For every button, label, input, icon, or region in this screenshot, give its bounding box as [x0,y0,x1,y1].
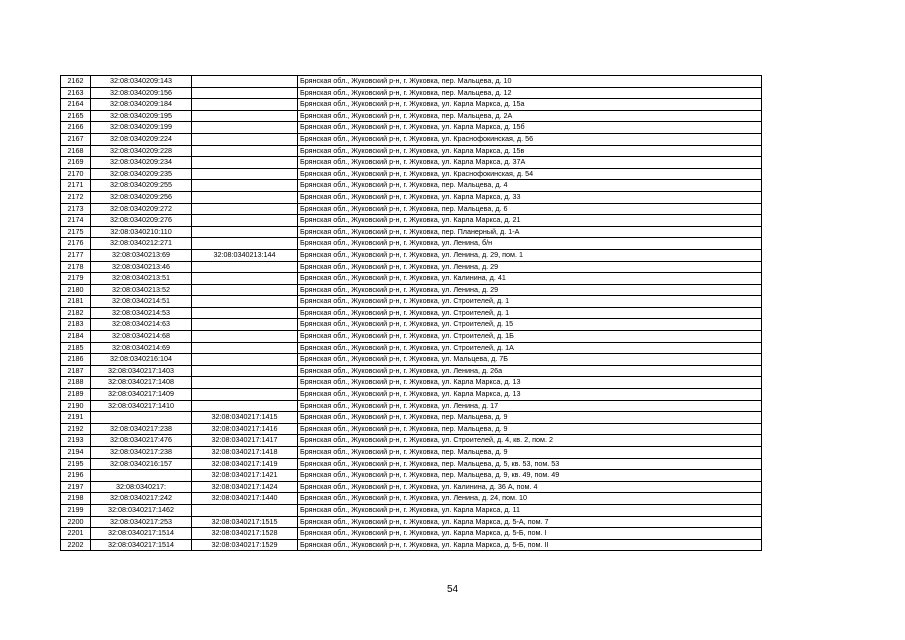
address-cell: Брянская обл., Жуковский р-н, г. Жуковка, ул. Ленина, б/н [298,238,762,250]
row-number-cell: 2171 [61,180,91,192]
building-cadastral-cell [192,261,298,273]
address-cell: Брянская обл., Жуковский р-н, г. Жуковка, ул. Карла Маркса, д. 13 [298,377,762,389]
address-cell: Брянская обл., Жуковский р-н, г. Жуковка, ул. Ленина, д. 26а [298,365,762,377]
building-cadastral-cell [192,180,298,192]
row-number-cell: 2179 [61,273,91,285]
land-cadastral-cell: 32:08:0340209:195 [91,110,192,122]
land-cadastral-cell: 32:08:0340217:242 [91,493,192,505]
row-number-cell: 2188 [61,377,91,389]
building-cadastral-cell [192,377,298,389]
table-row [61,493,762,505]
table-row [61,307,762,319]
row-number-cell: 2178 [61,261,91,273]
land-cadastral-cell [91,470,192,482]
row-number-cell: 2167 [61,133,91,145]
land-cadastral-cell: 32:08:0340217:476 [91,435,192,447]
address-cell: Брянская обл., Жуковский р-н, г. Жуковка, ул. Строителей, д. 15 [298,319,762,331]
land-cadastral-cell: 32:08:0340212:271 [91,238,192,250]
table-row [61,99,762,111]
address-cell: Брянская обл., Жуковский р-н, г. Жуковка, ул. Мальцева, д. 7Б [298,354,762,366]
address-cell: Брянская обл., Жуковский р-н, г. Жуковка, ул. Карла Маркса, д. 15в [298,145,762,157]
address-cell: Брянская обл., Жуковский р-н, г. Жуковка, ул. Строителей, д. 1А [298,342,762,354]
address-cell: Брянская обл., Жуковский р-н, г. Жуковка, ул. Ленина, д. 24, пом. 10 [298,493,762,505]
row-number-cell: 2174 [61,215,91,227]
address-cell: Брянская обл., Жуковский р-н, г. Жуковка, ул. Строителей, д. 1 [298,307,762,319]
table-row [61,481,762,493]
building-cadastral-cell: 32:08:0340217:1424 [192,481,298,493]
land-cadastral-cell: 32:08:0340209:224 [91,133,192,145]
building-cadastral-cell: 32:08:0340213:144 [192,249,298,261]
land-cadastral-cell: 32:08:0340217:1514 [91,528,192,540]
building-cadastral-cell [192,307,298,319]
building-cadastral-cell [192,238,298,250]
building-cadastral-cell [192,99,298,111]
land-cadastral-cell: 32:08:0340210:110 [91,226,192,238]
table-row [61,157,762,169]
land-cadastral-cell: 32:08:0340209:272 [91,203,192,215]
address-cell: Брянская обл., Жуковский р-н, г. Жуковка, пер. Мальцева, д. 12 [298,87,762,99]
land-cadastral-cell: 32:08:0340213:52 [91,284,192,296]
table-row [61,528,762,540]
table-row [61,296,762,308]
table-row [61,354,762,366]
address-cell: Брянская обл., Жуковский р-н, г. Жуковка, ул. Карла Маркса, д. 21 [298,215,762,227]
row-number-cell: 2200 [61,516,91,528]
row-number-cell: 2169 [61,157,91,169]
address-cell: Брянская обл., Жуковский р-н, г. Жуковка, ул. Ленина, д. 29 [298,261,762,273]
building-cadastral-cell [192,354,298,366]
row-number-cell: 2172 [61,191,91,203]
building-cadastral-cell [192,342,298,354]
address-cell: Брянская обл., Жуковский р-н, г. Жуковка, ул. Карла Маркса, д. 5-А, пом. 7 [298,516,762,528]
row-number-cell: 2202 [61,539,91,551]
address-cell: Брянская обл., Жуковский р-н, г. Жуковка, пер. Мальцева, д. 9 [298,412,762,424]
table-row [61,447,762,459]
land-cadastral-cell: 32:08:0340209:276 [91,215,192,227]
land-cadastral-cell: 32:08:0340209:199 [91,122,192,134]
table-row [61,342,762,354]
table-row [61,249,762,261]
address-cell: Брянская обл., Жуковский р-н, г. Жуковка, ул. Карла Маркса, д. 13 [298,389,762,401]
row-number-cell: 2173 [61,203,91,215]
address-cell: Брянская обл., Жуковский р-н, г. Жуковка, ул. Краснофокинская, д. 56 [298,133,762,145]
address-cell: Брянская обл., Жуковский р-н, г. Жуковка, пер. Мальцева, д. 6 [298,203,762,215]
land-cadastral-cell: 32:08:0340213:69 [91,249,192,261]
building-cadastral-cell [192,87,298,99]
row-number-cell: 2192 [61,423,91,435]
table-row [61,389,762,401]
row-number-cell: 2191 [61,412,91,424]
land-cadastral-cell: 32:08:0340217:1409 [91,389,192,401]
row-number-cell: 2195 [61,458,91,470]
building-cadastral-cell [192,191,298,203]
table-row [61,261,762,273]
row-number-cell: 2201 [61,528,91,540]
table-row [61,539,762,551]
row-number-cell: 2168 [61,145,91,157]
land-cadastral-cell: 32:08:0340216:104 [91,354,192,366]
table-row [61,377,762,389]
land-cadastral-cell: 32:08:0340209:156 [91,87,192,99]
address-cell: Брянская обл., Жуковский р-н, г. Жуковка, ул. Карла Маркса, д. 37А [298,157,762,169]
land-cadastral-cell: 32:08:0340214:69 [91,342,192,354]
building-cadastral-cell: 32:08:0340217:1416 [192,423,298,435]
building-cadastral-cell: 32:08:0340217:1528 [192,528,298,540]
row-number-cell: 2164 [61,99,91,111]
building-cadastral-cell [192,504,298,516]
table-row [61,412,762,424]
land-cadastral-cell: 32:08:0340209:235 [91,168,192,180]
land-cadastral-cell: 32:08:0340213:46 [91,261,192,273]
land-cadastral-cell: 32:08:0340209:184 [91,99,192,111]
land-cadastral-cell: 32:08:0340209:234 [91,157,192,169]
table-row [61,284,762,296]
table-row [61,191,762,203]
row-number-cell: 2183 [61,319,91,331]
land-cadastral-cell: 32:08:0340214:63 [91,319,192,331]
table-row [61,110,762,122]
table-row [61,238,762,250]
row-number-cell: 2181 [61,296,91,308]
table-row [61,516,762,528]
building-cadastral-cell [192,226,298,238]
land-cadastral-cell: 32:08:0340213:51 [91,273,192,285]
building-cadastral-cell [192,400,298,412]
land-cadastral-cell [91,412,192,424]
address-cell: Брянская обл., Жуковский р-н, г. Жуковка, ул. Карла Маркса, д. 5-Б, пом. II [298,539,762,551]
land-cadastral-cell: 32:08:0340217:1403 [91,365,192,377]
row-number-cell: 2185 [61,342,91,354]
land-cadastral-cell: 32:08:0340217:1514 [91,539,192,551]
table-row [61,423,762,435]
building-cadastral-cell [192,76,298,88]
building-cadastral-cell: 32:08:0340217:1440 [192,493,298,505]
row-number-cell: 2198 [61,493,91,505]
row-number-cell: 2196 [61,470,91,482]
table-row [61,435,762,447]
building-cadastral-cell: 32:08:0340217:1415 [192,412,298,424]
land-cadastral-cell: 32:08:0340217:1408 [91,377,192,389]
row-number-cell: 2162 [61,76,91,88]
address-cell: Брянская обл., Жуковский р-н, г. Жуковка, пер. Планерный, д. 1-А [298,226,762,238]
address-cell: Брянская обл., Жуковский р-н, г. Жуковка, ул. Строителей, д. 4, кв. 2, пом. 2 [298,435,762,447]
row-number-cell: 2189 [61,389,91,401]
address-cell: Брянская обл., Жуковский р-н, г. Жуковка, пер. Мальцева, д. 9 [298,423,762,435]
table-row [61,203,762,215]
building-cadastral-cell: 32:08:0340217:1417 [192,435,298,447]
row-number-cell: 2186 [61,354,91,366]
land-cadastral-cell: 32:08:0340217:1462 [91,504,192,516]
property-table [60,75,762,551]
building-cadastral-cell: 32:08:0340217:1515 [192,516,298,528]
row-number-cell: 2187 [61,365,91,377]
table-row [61,365,762,377]
row-number-cell: 2184 [61,331,91,343]
building-cadastral-cell [192,203,298,215]
building-cadastral-cell [192,296,298,308]
table-row [61,504,762,516]
row-number-cell: 2163 [61,87,91,99]
row-number-cell: 2194 [61,447,91,459]
land-cadastral-cell: 32:08:0340209:143 [91,76,192,88]
row-number-cell: 2180 [61,284,91,296]
row-number-cell: 2193 [61,435,91,447]
table-row [61,76,762,88]
table-row [61,458,762,470]
row-number-cell: 2175 [61,226,91,238]
address-cell: Брянская обл., Жуковский р-н, г. Жуковка, ул. Карла Маркса, д. 11 [298,504,762,516]
row-number-cell: 2166 [61,122,91,134]
land-cadastral-cell: 32:08:0340209:256 [91,191,192,203]
table-row [61,273,762,285]
land-cadastral-cell: 32:08:0340217:238 [91,447,192,459]
row-number-cell: 2170 [61,168,91,180]
building-cadastral-cell: 32:08:0340217:1418 [192,447,298,459]
address-cell: Брянская обл., Жуковский р-н, г. Жуковка, ул. Краснофокинская, д. 54 [298,168,762,180]
building-cadastral-cell [192,122,298,134]
table-row [61,215,762,227]
row-number-cell: 2177 [61,249,91,261]
building-cadastral-cell [192,365,298,377]
address-cell: Брянская обл., Жуковский р-н, г. Жуковка, ул. Карла Маркса, д. 33 [298,191,762,203]
table-row [61,87,762,99]
row-number-cell: 2182 [61,307,91,319]
address-cell: Брянская обл., Жуковский р-н, г. Жуковка, ул. Карла Маркса, д. 15а [298,99,762,111]
address-cell: Брянская обл., Жуковский р-н, г. Жуковка, пер. Мальцева, д. 9 [298,447,762,459]
table-row [61,400,762,412]
building-cadastral-cell: 32:08:0340217:1419 [192,458,298,470]
address-cell: Брянская обл., Жуковский р-н, г. Жуковка, ул. Карла Маркса, д. 5-Б, пом. I [298,528,762,540]
building-cadastral-cell [192,157,298,169]
address-cell: Брянская обл., Жуковский р-н, г. Жуковка, пер. Мальцева, д. 2А [298,110,762,122]
address-cell: Брянская обл., Жуковский р-н, г. Жуковка, ул. Строителей, д. 1 [298,296,762,308]
land-cadastral-cell: 32:08:0340209:228 [91,145,192,157]
row-number-cell: 2197 [61,481,91,493]
building-cadastral-cell: 32:08:0340217:1421 [192,470,298,482]
address-cell: Брянская обл., Жуковский р-н, г. Жуковка, ул. Калинина, д. 36 А, пом. 4 [298,481,762,493]
table-row [61,319,762,331]
land-cadastral-cell: 32:08:0340214:51 [91,296,192,308]
address-cell: Брянская обл., Жуковский р-н, г. Жуковка, ул. Ленина, д. 29 [298,284,762,296]
land-cadastral-cell: 32:08:0340217: [91,481,192,493]
address-cell: Брянская обл., Жуковский р-н, г. Жуковка, ул. Ленина, д. 17 [298,400,762,412]
building-cadastral-cell [192,145,298,157]
address-cell: Брянская обл., Жуковский р-н, г. Жуковка, ул. Карла Маркса, д. 15б [298,122,762,134]
table-row [61,226,762,238]
land-cadastral-cell: 32:08:0340217:238 [91,423,192,435]
land-cadastral-cell: 32:08:0340214:53 [91,307,192,319]
row-number-cell: 2190 [61,400,91,412]
land-cadastral-cell: 32:08:0340216:157 [91,458,192,470]
building-cadastral-cell: 32:08:0340217:1529 [192,539,298,551]
table-row [61,133,762,145]
land-cadastral-cell: 32:08:0340214:68 [91,331,192,343]
table-body [61,76,762,551]
row-number-cell: 2176 [61,238,91,250]
building-cadastral-cell [192,284,298,296]
building-cadastral-cell [192,389,298,401]
table-row [61,145,762,157]
address-cell: Брянская обл., Жуковский р-н, г. Жуковка, ул. Калинина, д. 41 [298,273,762,285]
building-cadastral-cell [192,215,298,227]
building-cadastral-cell [192,331,298,343]
land-cadastral-cell: 32:08:0340217:253 [91,516,192,528]
table-row [61,122,762,134]
table-row [61,168,762,180]
table-row [61,180,762,192]
building-cadastral-cell [192,133,298,145]
building-cadastral-cell [192,273,298,285]
row-number-cell: 2165 [61,110,91,122]
table-row [61,331,762,343]
table-row [61,470,762,482]
address-cell: Брянская обл., Жуковский р-н, г. Жуковка, ул. Строителей, д. 1Б [298,331,762,343]
building-cadastral-cell [192,168,298,180]
land-cadastral-cell: 32:08:0340217:1410 [91,400,192,412]
building-cadastral-cell [192,110,298,122]
address-cell: Брянская обл., Жуковский р-н, г. Жуковка, пер. Мальцева, д. 10 [298,76,762,88]
land-cadastral-cell: 32:08:0340209:255 [91,180,192,192]
address-cell: Брянская обл., Жуковский р-н, г. Жуковка, пер. Мальцева, д. 4 [298,180,762,192]
page-number: 54 [446,584,459,595]
building-cadastral-cell [192,319,298,331]
row-number-cell: 2199 [61,504,91,516]
address-cell: Брянская обл., Жуковский р-н, г. Жуковка, ул. Ленина, д. 29, пом. 1 [298,249,762,261]
address-cell: Брянская обл., Жуковский р-н, г. Жуковка, пер. Мальцева, д. 9, кв. 49, пом. 49 [298,470,762,482]
address-cell: Брянская обл., Жуковский р-н, г. Жуковка, пер. Мальцева, д. 5, кв. 53, пом. 53 [298,458,762,470]
